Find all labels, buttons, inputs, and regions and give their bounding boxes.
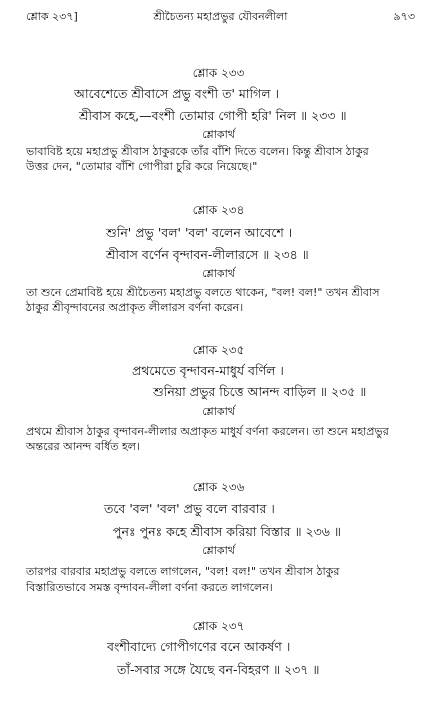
verse-line-2: শুনিয়া প্রভুর চিত্তে আনন্দ বাড়িল ॥ ২৩৫ ॥ (153, 384, 367, 399)
translation-line-1: তারপর বারবার মহাপ্রভু বলতে লাগলেন, "বল! বল!" তখন শ্রীবাস ঠাকুর (26, 565, 340, 578)
verse-line-1: বংশীবাদ্যে গোপীগণের বনে আকর্ষণ । (107, 639, 291, 654)
translation-heading: শ্লোকার্থ (202, 128, 235, 141)
verse-line-1: তবে 'বল' 'বল' প্রভু বলে বারবার । (104, 501, 275, 516)
verse-line-2: পুনঃ পুনঃ কহে শ্রীবাস করিয়া বিস্তার ॥ ২৩৬ ॥ (113, 524, 341, 539)
verse-line-2: শ্রীবাস বর্ণেন বৃন্দাবন-লীলারসে ॥ ২৩৪ ॥ (106, 247, 309, 262)
verse-number: শ্লোক ২৩৭ (192, 619, 245, 633)
translation-line-2: বিস্তারিতভাবে সমস্ত বৃন্দাবন-লীলা বর্ণনা করতে লাগলেন। (26, 581, 273, 594)
translation-line-1: প্রথমে শ্রীবাস ঠাকুর বৃন্দাবন-লীলার অপ্রাকৃত মাধুর্য বর্ণনা করলেন। তা শুনে মহাপ্রভুর (26, 425, 389, 438)
translation-line-2: উত্তর দেন, "তোমার বাঁশি গোপীরা চুরি করে নিয়েছে।" (26, 160, 258, 173)
page-number: ৯৭৩ (393, 10, 415, 23)
verse-number: শ্লোক ২৩৬ (192, 480, 245, 494)
running-header (26, 8, 415, 26)
verse-line-1: শুনি' প্রভু 'বল' 'বল' বলেন আবেশে । (106, 225, 293, 240)
translation-line-2: অন্তরের আনন্দ বর্ধিত হল। (26, 440, 140, 453)
translation-heading: শ্লোকার্থ (202, 267, 235, 280)
verse-line-1: আবেশেতে শ্রীবাসে প্রভু বংশী ত' মাগিল । (74, 86, 279, 101)
translation-heading: শ্লোকার্থ (202, 405, 235, 418)
translation-line-1: ভাবাবিষ্ট হয়ে মহাপ্রভু শ্রীবাস ঠাকুরকে তাঁর বাঁশি দিতে বলেন। কিন্তু শ্রীবাস ঠাকুর (26, 145, 369, 158)
header-verse-ref: শ্লোক ২৩৭] (26, 10, 78, 23)
verse-number: শ্লোক ২৩৫ (192, 343, 245, 357)
translation-line-1: তা শুনে প্রেমাবিষ্ট হয়ে শ্রীচৈতন্য মহাপ্রভু বলতে থাকেন, "বল! বল!" তখন শ্রীবাস (26, 286, 380, 299)
verse-line-2: শ্রীবাস কহে,—বংশী তোমার গোপী হরি' নিল ॥ ২৩৩ ॥ (79, 108, 347, 123)
translation-heading: শ্লোকার্থ (202, 544, 235, 557)
header-chapter-title: শ্রীচৈতন্য মহাপ্রভুর যৌবনলীলা (153, 10, 288, 23)
translation-line-2: ঠাকুর শ্রীবৃন্দাবনের অপ্রাকৃত লীলারস বর্ণনা করেন। (26, 301, 244, 314)
verse-number: শ্লোক ২৩৩ (192, 66, 245, 80)
verse-line-2: তাঁ-সবার সঙ্গে যৈছে বন-বিহরণ ॥ ২৩৭ ॥ (117, 662, 320, 677)
verse-line-1: প্রথমেতে বৃন্দাবন-মাধুর্য বর্ণিল । (132, 363, 284, 378)
verse-number: শ্লোক ২৩৪ (192, 203, 245, 217)
